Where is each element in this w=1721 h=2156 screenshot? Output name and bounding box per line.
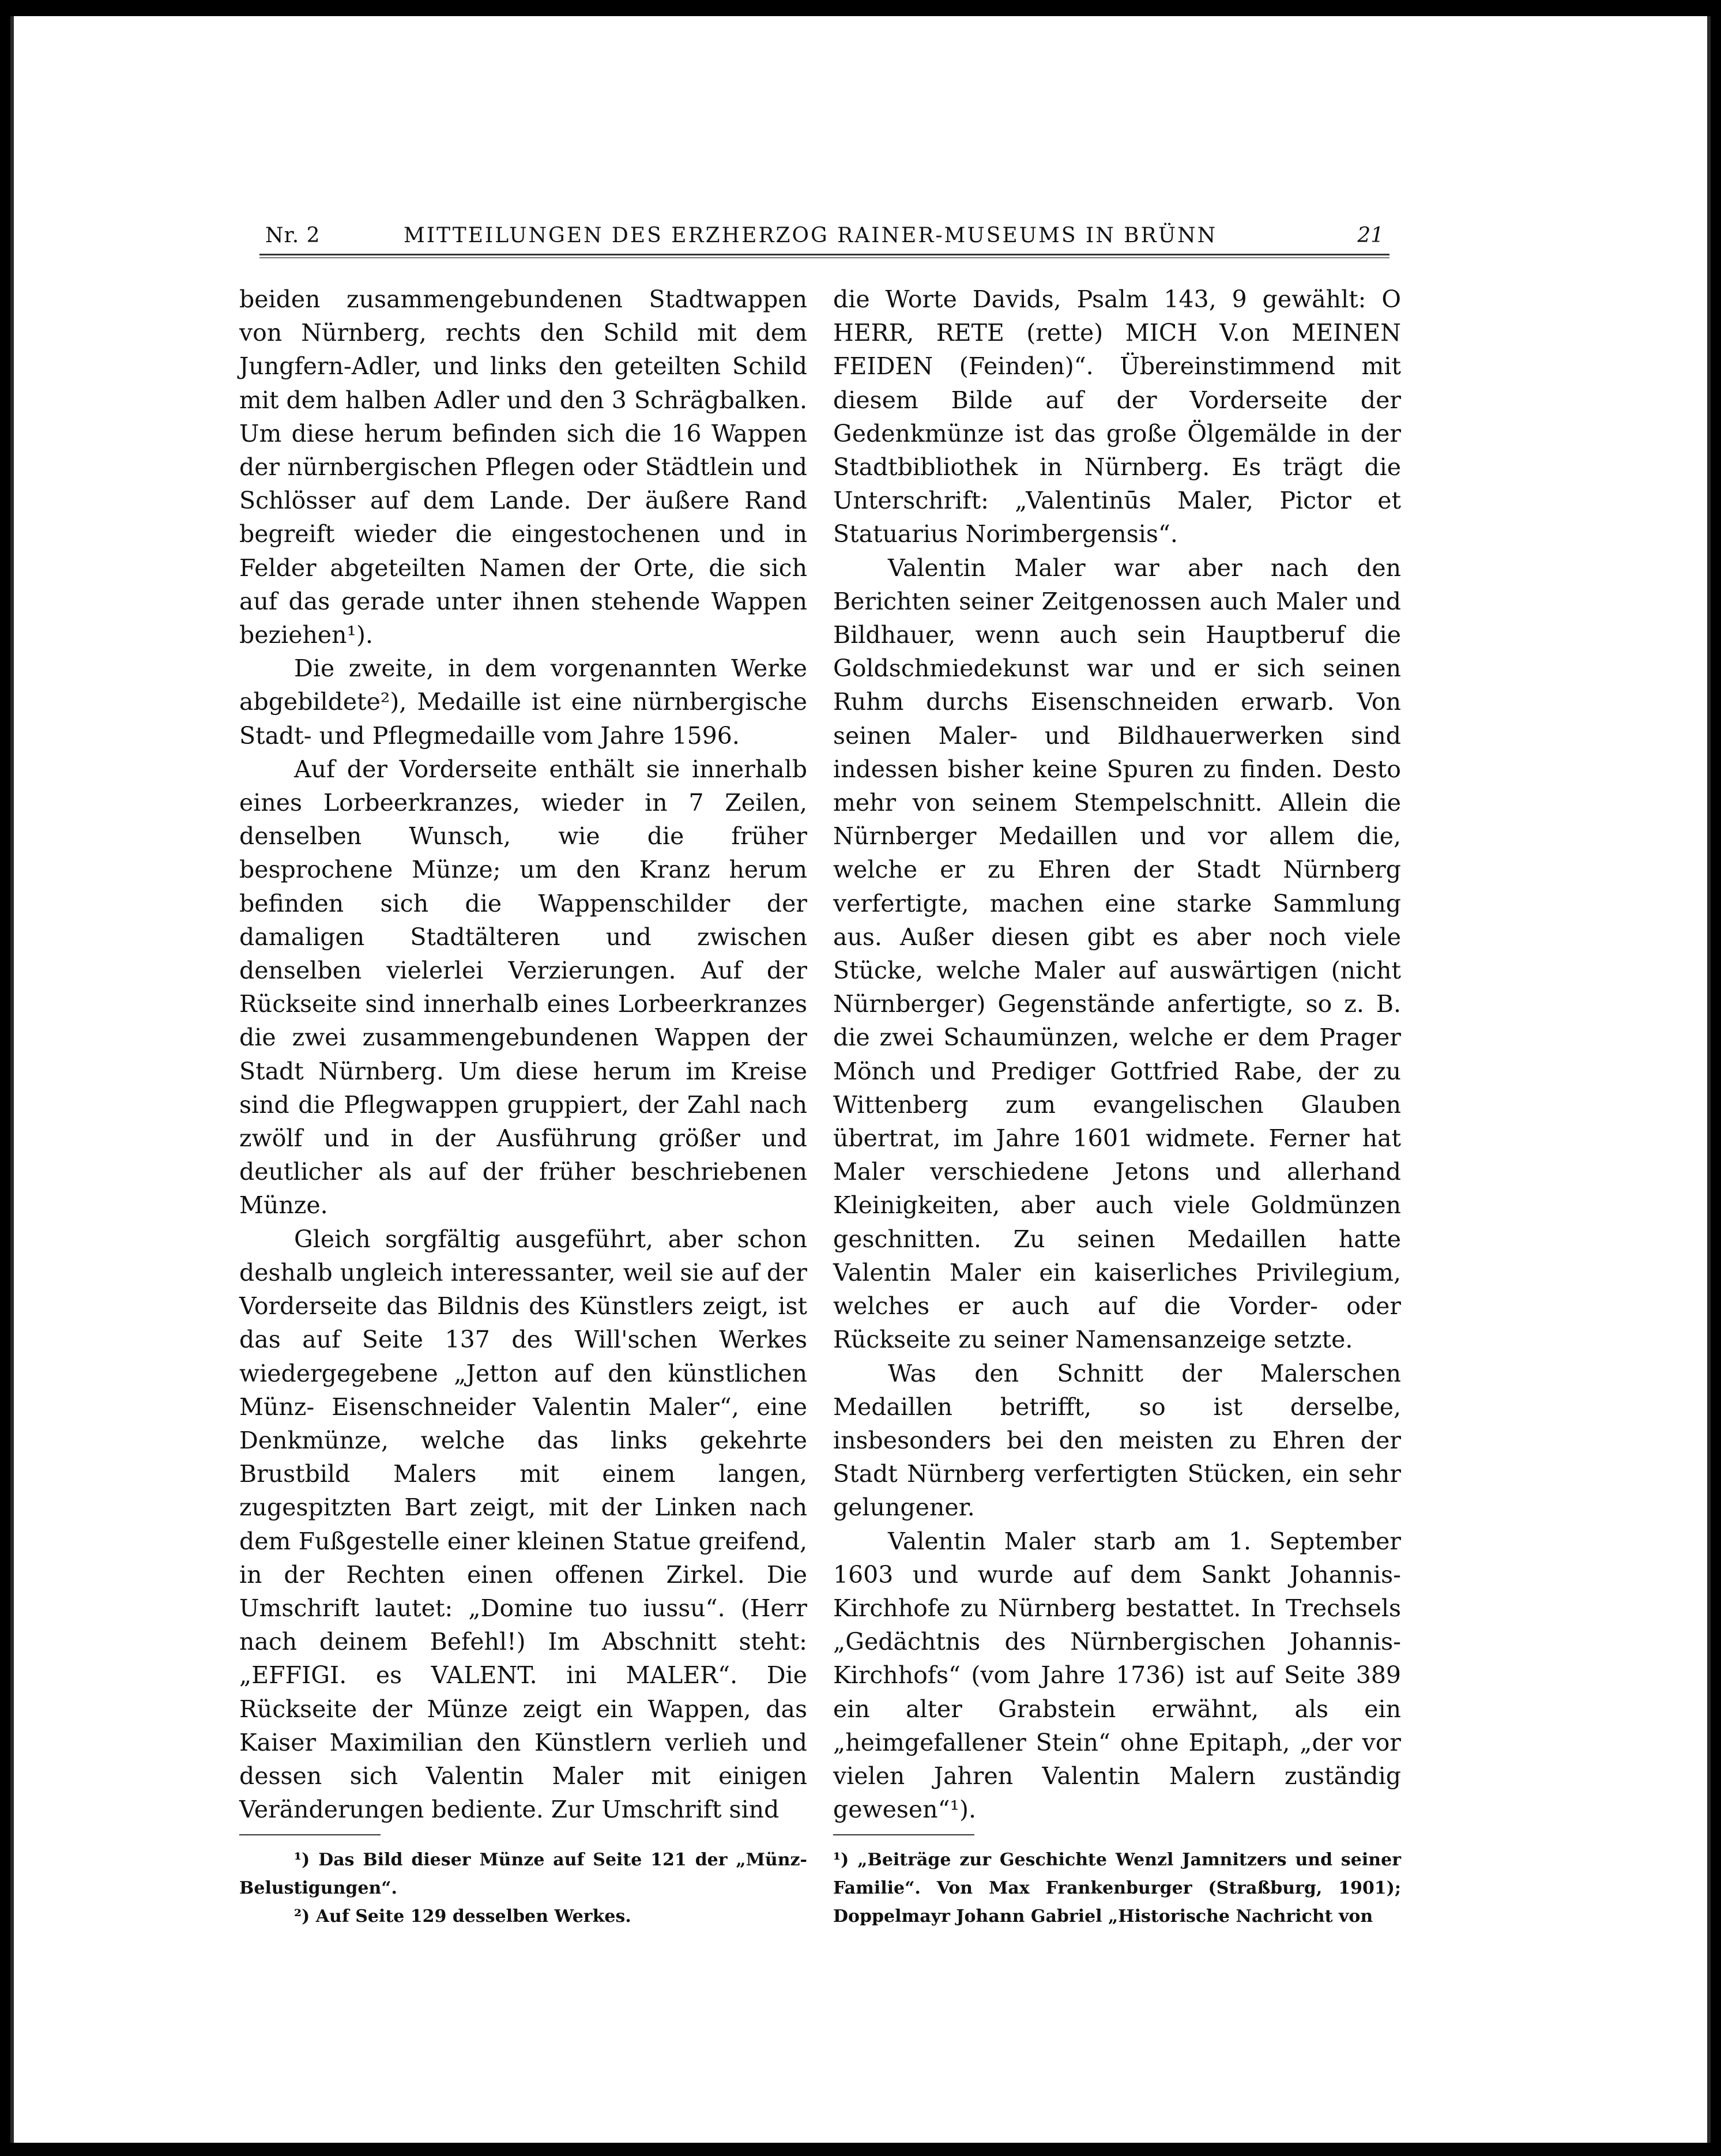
scan-edge-right xyxy=(1707,16,1711,2143)
page-number: 21 xyxy=(1357,224,1384,247)
footnote-rule xyxy=(833,1834,974,1835)
footnote: ²) Auf Seite 129 desselben Werkes. xyxy=(294,1906,631,1927)
issue-number: Nr. 2 xyxy=(265,224,321,247)
paragraph: beiden zusammengebundenen Stadtwappen von Nürnberg, rechts den Schild mit dem Jungfern-Adler, und links den geteilten Schild mit dem halben Adler und den 3 Schrägbalken. Um diese herum befinden sich die 16 Wappen der nürnbergischen Pflegen oder Städtlein und Schlösser auf dem Lande. Der äußere Rand begreift wieder die eingestochenen und in Felder abgeteilten Namen der Orte, die sich auf das gerade unter ihnen stehende Wappen beziehen¹). xyxy=(239,285,807,649)
left-column xyxy=(239,283,807,1931)
scan-edge-left xyxy=(10,16,14,2143)
footnote: ¹) „Beiträge zur Geschichte Wenzl Jamnitzers und seiner Familie“. Von Max Frankenburger (Straßburg, 1901); Doppelmayr Johann Gabriel „Historische Nachricht von xyxy=(833,1850,1401,1927)
paragraph: die Worte Davids, Psalm 143, 9 gewählt: O HERR, RETE (rette) MICH V.on MEINEN FEIDEN (Feinden)“. Übereinstimmend mit diesem Bilde auf der Vorderseite der Gedenkmünze ist das große Ölgemälde in der Stadtbibliothek in Nürnberg. Es trägt die Unterschrift: „Valentinūs Maler, Pictor et Statuarius Norimbergensis“. xyxy=(833,285,1401,548)
footnote-rule xyxy=(239,1834,381,1835)
right-column xyxy=(833,283,1401,1931)
paragraph: Was den Schnitt der Malerschen Medaillen betrifft, so ist derselbe, insbesonders bei den meisten zu Ehren der Stadt Nürnberg verfertigten Stücken, ein sehr gelungener. xyxy=(833,1359,1401,1522)
paragraph: Auf der Vorderseite enthält sie innerhalb eines Lorbeerkranzes, wieder in 7 Zeilen, denselben Wunsch, wie die früher besprochene Münze; um den Kranz herum befinden sich die Wappenschilder der damaligen Stadtälteren und zwischen denselben vielerlei Verzierungen. Auf der Rückseite sind innerhalb eines Lorbeerkranzes die zwei zusammengebundenen Wappen der Stadt Nürnberg. Um diese herum im Kreise sind die Pflegwappen gruppiert, der Zahl nach zwölf und in der Ausführung größer und deutlicher als auf der früher beschriebenen Münze. xyxy=(239,755,807,1220)
paragraph: Gleich sorgfältig ausgeführt, aber schon deshalb ungleich interessanter, weil sie auf der Vorderseite das Bildnis des Künstlers zeigt, ist das auf Seite 137 des Will'schen Werkes wiedergegebene „Jetton auf den künstlichen Münz- Eisenschneider Valentin Maler“, eine Denkmünze, welche das links gekehrte Brustbild Malers mit einem langen, zugespitzten Bart zeigt, mit der Linken nach dem Fußgestelle einer kleinen Statue greifend, in der Rechten einen offenen Zirkel. Die Umschrift lautet: „Domine tuo iussu“. (Herr nach deinem Befehl!) Im Abschnitt steht: „EFFIGI. es VALENT. ini MALER“. Die Rückseite der Münze zeigt ein Wappen, das Kaiser Maximilian den Künstlern verlieh und dessen sich Valentin Maler mit einigen Veränderungen bediente. Zur Umschrift sind xyxy=(239,1225,807,1824)
footnote: ¹) Das Bild dieser Münze auf Seite 121 der „Münz-Belustigungen“. xyxy=(239,1850,807,1899)
header-rule xyxy=(259,254,1389,258)
paragraph: Valentin Maler war aber nach den Berichten seiner Zeitgenossen auch Maler und Bildhauer, wenn auch sein Hauptberuf die Goldschmiedekunst war und er sich seinen Ruhm durchs Eisenschneiden erwarb. Von seinen Maler- und Bildhauerwerken sind indessen bisher keine Spuren zu finden. Desto mehr von seinem Stempelschnitt. Allein die Nürnberger Medaillen und vor allem die, welche er zu Ehren der Stadt Nürnberg verfertigte, machen eine starke Sammlung aus. Außer diesen gibt es aber noch viele Stücke, welche Maler auf auswärtigen (nicht Nürnberger) Gegenstände anfertigte, so z. B. die zwei Schaumünzen, welche er dem Prager Mönch und Prediger Gottfried Rabe, der zu Wittenberg zum evangelischen Glauben übertrat, im Jahre 1601 widmete. Ferner hat Maler verschiedene Jetons und allerhand Kleinigkeiten, aber auch viele Goldmünzen geschnitten. Zu seinen Medaillen hatte Valentin Maler ein kaiserliches Privilegium, welches er auch auf die Vorder- oder Rückseite zu seiner Namensanzeige setzte. xyxy=(833,554,1401,1354)
paragraph: Die zweite, in dem vorgenannten Werke abgebildete²), Medaille ist eine nürnbergische Stadt- und Pflegmedaille vom Jahre 1596. xyxy=(239,654,807,750)
paragraph: Valentin Maler starb am 1. September 1603 und wurde auf dem Sankt Johannis-Kirchhofe zu Nürnberg bestattet. In Trechsels „Gedächtnis des Nürnbergischen Johannis-Kirchhofs“ (vom Jahre 1736) ist auf Seite 389 ein alter Grabstein erwähnt, als ein „heimgefallener Stein“ ohne Epitaph, „der vor vielen Jahren Valentin Malern zuständig gewesen“¹). xyxy=(833,1527,1401,1824)
journal-title: MITTEILUNGEN DES ERZHERZOG RAINER-MUSEUMS IN BRÜNN xyxy=(404,224,1218,247)
